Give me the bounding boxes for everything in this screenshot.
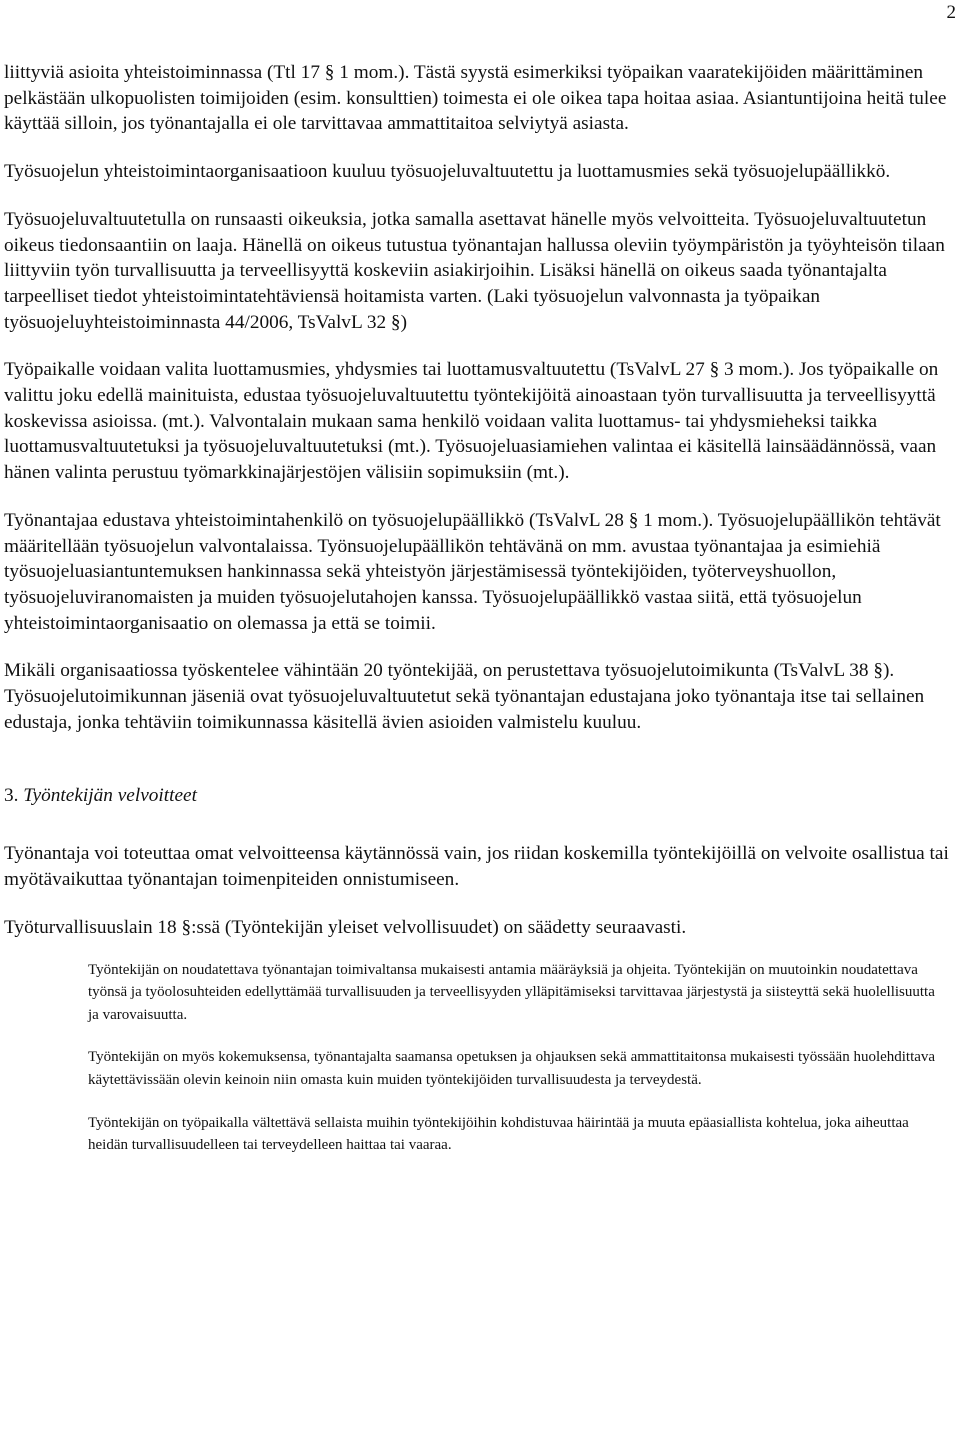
paragraph-6: Mikäli organisaatiossa työskentelee vähintään 20 työntekijää, on perustettava työsuojelutoimikunta (TsValvL 38 §). Työsuojelutoimikunnan jäseniä ovat työsuojeluvaltuutetut sekä työnantajan edustajana joko työnantaja itse tai sellainen edustaja, jonka tehtäviin toimikunnassa käsitellä ävien asioiden valmistelu kuuluu.: [4, 660, 925, 733]
paragraph-2: Työsuojelun yhteistoimintaorganisaatioon kuuluu työsuojeluvaltuutettu ja luottamusmies sekä työsuojelupäällikkö.: [4, 161, 891, 183]
paragraph-4: Työpaikalle voidaan valita luottamusmies, yhdysmies tai luottamusvaltuutettu (TsValvL 27 § 3 mom.). Jos työpaikalle on valittu joku edellä mainituista, edustaa työsuojeluvaltuutettu työntekijöitä ainoastaan työn turvallisuutta ja terveellisyyttä koskevissa asioissa. (mt.). Valvontalain mukaan sama henkilö voidaan valita luottamus- tai yhdysmieheksi taikka luottamusvaltuutetuksi ja työsuojeluvaltuutetuksi (mt.). Työsuojeluasiamiehen valintaa ei käsitellä lainsäädännössä, vaan hänen valinta perustuu työmarkkinajärjestöjen välisiin sopimuksiin (mt.).: [4, 359, 939, 484]
paragraph-1: liittyviä asioita yhteistoiminnassa (Ttl 17 § 1 mom.). Tästä syystä esimerkiksi työpaikan vaaratekijöiden määrittäminen pelkästään ulkopuolisten toimijoiden (esim. konsulttien) toimesta ei ole oikea tapa hoitaa asiaa. Asiantuntijoina heitä tulee käyttää silloin, jos työnantajalla ei ole tarvittavaa ammattitaitoa selviytyä asiasta.: [4, 62, 947, 135]
section-number: 3.: [4, 785, 19, 807]
paragraph-3: Työsuojeluvaltuutetulla on runsaasti oikeuksia, jotka samalla asettavat hänelle myös velvoitteita. Työsuojeluvaltuutetun oikeus tiedonsaantiin on laaja. Hänellä on oikeus tutustua työnantajan hallussa oleviin työympäristön ja työyhteisön tilaan liittyviin työn turvallisuutta ja terveellisyyttä koskeviin asiakirjoihin. Lisäksi hänellä on oikeus saada työnantajalta tarpeelliset tiedot yhteistoimintatehtäviensä hoitamista varten. (Laki työsuojelun valvonnasta ja työpaikan työsuojeluyhteistoiminnasta 44/2006, TsValvL 32 §): [4, 208, 945, 333]
section-heading: [4, 783, 952, 809]
paragraph-5: Työnantajaa edustava yhteistoimintahenkilö on työsuojelupäällikkö (TsValvL 28 § 1 mom.). Työsuojelupäällikön tehtävät määritellään työsuojelun valvontalaissa. Työnsuojelupäällikön tehtävänä on mm. avustaa työnantajaa ja esimiehiä työsuojeluasiantuntemuksen hankinnassa sekä yhteistyön järjestämisessä työntekijöiden, työterveyshuollon, työsuojeluviranomaisten ja muiden työsuojelutahojen kanssa. Työsuojelupäällikkö vastaa siitä, että työsuojelun yhteistoimintaorganisaatio on olemassa ja että se toimii.: [4, 509, 941, 634]
section-title: Työntekijän velvoitteet: [23, 785, 197, 807]
quote-paragraph-3: Työntekijän on työpaikalla vältettävä sellaista muihin työntekijöihin kohdistuvaa häirintää ja muuta epäasiallista kohtelua, joka aiheuttaa heidän turvallisuudelleen tai terveydelleen haittaa tai vaaraa.: [88, 1114, 909, 1154]
page-number: 2: [946, 2, 956, 23]
document-body: [4, 60, 952, 1177]
quote-paragraph-1: Työntekijän on noudatettava työnantajan toimivaltansa mukaisesti antamia määräyksiä ja ohjeita. Työntekijän on muutoinkin noudatettava työnsä ja työolosuhteiden edellyttämää turvallisuuden ja terveellisyyden ylläpitämiseksi tarvittavaa järjestystä ja siisteyttä sekä huolellisuutta ja varovaisuutta.: [88, 961, 935, 1023]
quote-paragraph-2: Työntekijän on myös kokemuksensa, työnantajalta saamansa opetuksen ja ohjauksen sekä ammattitaitonsa mukaisesti työssään huolehdittava käytettävissään olevin keinoin niin omasta kuin muiden työntekijöiden turvallisuudesta ja terveydestä.: [88, 1049, 936, 1088]
section-paragraph-2: Työturvallisuuslain 18 §:ssä (Työntekijän yleiset velvollisuudet) on säädetty seuraavasti.: [4, 916, 687, 938]
section-paragraph-1: Työnantaja voi toteuttaa omat velvoitteensa käytännössä vain, jos riidan koskemilla työntekijöillä on velvoite osallistua tai myötävaikuttaa työnantajan toimenpiteiden onnistumiseen.: [4, 843, 949, 891]
law-quote: [88, 959, 948, 1157]
